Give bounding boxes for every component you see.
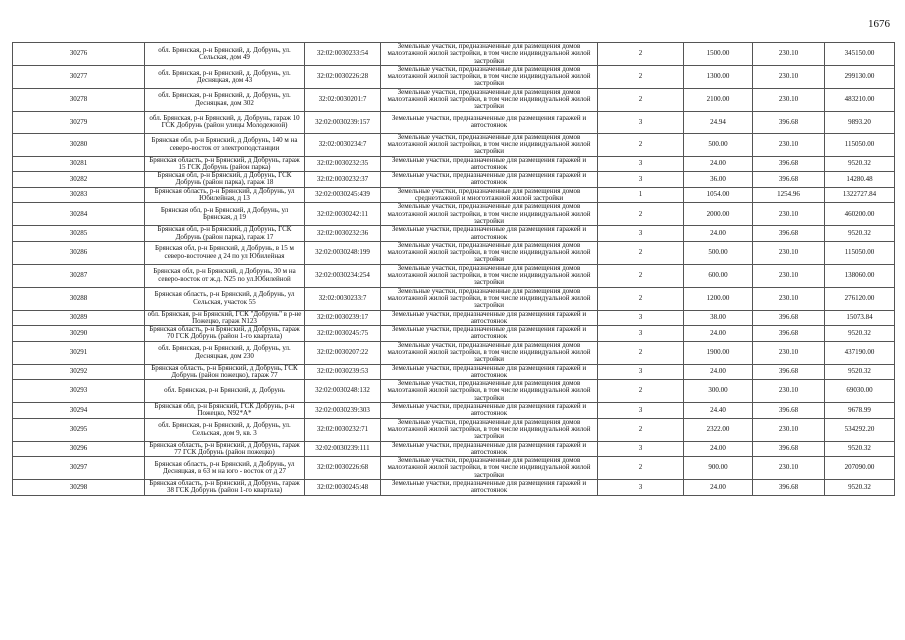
land-use-cell: Земельные участки, предназначенные для размещения домов малоэтажной жилой застройки, в том числе индивидуальной жилой застройки [381,264,598,287]
cadastral-value-cell: 9678.99 [825,403,895,419]
area-cell: 24.40 [684,403,753,419]
cadastral-number-cell: 32:02:0030201:7 [305,88,381,111]
table-row [13,172,895,188]
area-cell: 2000.00 [684,203,753,226]
cadastral-number-cell: 32:02:0030232:71 [305,418,381,441]
area-cell: 24.00 [684,156,753,172]
land-use-cell: Земельные участки, предназначенные для размещения гаражей и автостоянок [381,480,598,496]
table-row [13,480,895,496]
cadastral-value-table [12,42,895,496]
specific-value-cell: 230.10 [753,65,825,88]
group-cell: 2 [598,203,684,226]
group-cell: 2 [598,418,684,441]
cadastral-value-cell: 483210.00 [825,88,895,111]
cadastral-value-cell: 9520.32 [825,326,895,342]
cadastral-number-cell: 32:02:0030242:11 [305,203,381,226]
specific-value-cell: 230.10 [753,341,825,364]
row-number: 30283 [13,187,145,203]
group-cell: 3 [598,326,684,342]
row-number: 30295 [13,418,145,441]
cadastral-number-cell: 32:02:0030232:35 [305,156,381,172]
table-row [13,226,895,242]
table-body [13,43,895,496]
address-cell: Брянская область, р-н Брянский, д Добрунь, гараж 38 ГСК Добрунь (район 1-го квартала) [145,480,305,496]
address-cell: Брянская обл, р-н Брянский, д Добрунь, в 15 м северо-восточнее д 24 по ул Юбилейная [145,241,305,264]
land-use-cell: Земельные участки, предназначенные для размещения гаражей и автостоянок [381,326,598,342]
specific-value-cell: 396.68 [753,226,825,242]
row-number: 30297 [13,457,145,480]
area-cell: 600.00 [684,264,753,287]
cadastral-value-cell: 115050.00 [825,241,895,264]
area-cell: 1900.00 [684,341,753,364]
cadastral-value-cell: 9520.32 [825,226,895,242]
land-use-cell: Земельные участки, предназначенные для размещения домов малоэтажной жилой застройки, в том числе индивидуальной жилой застройки [381,418,598,441]
address-cell: обл. Брянская, р-н Брянский, д. Добрунь, ул. Десняцкая, дом 43 [145,65,305,88]
group-cell: 3 [598,480,684,496]
address-cell: Брянская обл, р-н Брянский, д Добрунь, ГСК Добрунь (район парка), гараж 17 [145,226,305,242]
specific-value-cell: 230.10 [753,241,825,264]
cadastral-value-cell: 207090.00 [825,457,895,480]
address-cell: Брянская обл, р-н Брянский, д Добрунь, ул Брянская, д 19 [145,203,305,226]
area-cell: 24.94 [684,111,753,133]
cadastral-number-cell: 32:02:0030233:54 [305,43,381,66]
area-cell: 500.00 [684,133,753,156]
area-cell: 36.00 [684,172,753,188]
land-use-cell: Земельные участки, предназначенные для размещения домов малоэтажной жилой застройки, в том числе индивидуальной жилой застройки [381,203,598,226]
area-cell: 300.00 [684,380,753,403]
area-cell: 1300.00 [684,65,753,88]
table-row [13,133,895,156]
cadastral-number-cell: 32:02:0030232:37 [305,172,381,188]
cadastral-number-cell: 32:02:0030239:17 [305,310,381,326]
specific-value-cell: 1254.96 [753,187,825,203]
specific-value-cell: 396.68 [753,403,825,419]
group-cell: 2 [598,287,684,310]
row-number: 30292 [13,364,145,380]
group-cell: 2 [598,341,684,364]
table-row [13,287,895,310]
row-number: 30293 [13,380,145,403]
land-use-cell: Земельные участки, предназначенные для размещения гаражей и автостоянок [381,441,598,457]
row-number: 30296 [13,441,145,457]
address-cell: Брянская обл, р-н Брянский, д Добрунь, 30 м на северо-восток от ж.д. N25 по ул.Юбилейной [145,264,305,287]
cadastral-value-cell: 138060.00 [825,264,895,287]
row-number: 30278 [13,88,145,111]
area-cell: 2322.00 [684,418,753,441]
cadastral-value-cell: 534292.20 [825,418,895,441]
table-row [13,341,895,364]
table-row [13,203,895,226]
specific-value-cell: 396.68 [753,480,825,496]
group-cell: 2 [598,241,684,264]
area-cell: 24.00 [684,441,753,457]
group-cell: 3 [598,441,684,457]
row-number: 30288 [13,287,145,310]
cadastral-number-cell: 32:02:0030245:439 [305,187,381,203]
table-row [13,403,895,419]
address-cell: обл. Брянская, р-н Брянский, д. Добрунь, ул. Десняцкая, дом 230 [145,341,305,364]
group-cell: 3 [598,111,684,133]
group-cell: 3 [598,403,684,419]
group-cell: 2 [598,380,684,403]
group-cell: 3 [598,226,684,242]
cadastral-value-cell: 9520.32 [825,480,895,496]
cadastral-value-cell: 69030.00 [825,380,895,403]
row-number: 30285 [13,226,145,242]
page-number: 1676 [868,18,890,30]
specific-value-cell: 396.68 [753,111,825,133]
area-cell: 24.00 [684,326,753,342]
land-use-cell: Земельные участки, предназначенные для размещения домов малоэтажной жилой застройки, в том числе индивидуальной жилой застройки [381,241,598,264]
cadastral-value-cell: 460200.00 [825,203,895,226]
land-use-cell: Земельные участки, предназначенные для размещения домов малоэтажной жилой застройки, в том числе индивидуальной жилой застройки [381,287,598,310]
table-row [13,111,895,133]
row-number: 30289 [13,310,145,326]
land-use-cell: Земельные участки, предназначенные для размещения домов малоэтажной жилой застройки, в том числе индивидуальной жилой застройки [381,88,598,111]
row-number: 30282 [13,172,145,188]
address-cell: обл. Брянская, р-н Брянский, д. Добрунь, гараж 10 ГСК Добрунь (район улицы Молодежной) [145,111,305,133]
cadastral-value-cell: 9520.32 [825,441,895,457]
cadastral-number-cell: 32:02:0030248:199 [305,241,381,264]
specific-value-cell: 396.68 [753,441,825,457]
group-cell: 1 [598,187,684,203]
cadastral-number-cell: 32:02:0030234:7 [305,133,381,156]
table-row [13,441,895,457]
cadastral-value-cell: 345150.00 [825,43,895,66]
specific-value-cell: 396.68 [753,156,825,172]
cadastral-number-cell: 32:02:0030248:132 [305,380,381,403]
land-use-cell: Земельные участки, предназначенные для размещения домов малоэтажной жилой застройки, в том числе индивидуальной жилой застройки [381,65,598,88]
group-cell: 2 [598,43,684,66]
table-row [13,380,895,403]
area-cell: 1054.00 [684,187,753,203]
row-number: 30290 [13,326,145,342]
specific-value-cell: 230.10 [753,380,825,403]
cadastral-number-cell: 32:02:0030239:53 [305,364,381,380]
group-cell: 3 [598,364,684,380]
address-cell: Брянская область, р-н Брянский, д Добрунь, гараж 15 ГСК Добрунь (район парка) [145,156,305,172]
specific-value-cell: 230.10 [753,43,825,66]
table-row [13,241,895,264]
cadastral-value-cell: 15073.84 [825,310,895,326]
cadastral-value-cell: 1322727.84 [825,187,895,203]
table-row [13,364,895,380]
table-row [13,264,895,287]
cadastral-number-cell: 32:02:0030232:36 [305,226,381,242]
area-cell: 24.00 [684,480,753,496]
row-number: 30291 [13,341,145,364]
land-use-cell: Земельные участки, предназначенные для размещения гаражей и автостоянок [381,364,598,380]
group-cell: 3 [598,310,684,326]
address-cell: Брянская область, р-н Брянский, д Добрунь, гараж 70 ГСК Добрунь (район 1-го квартала) [145,326,305,342]
cadastral-number-cell: 32:02:0030226:68 [305,457,381,480]
area-cell: 1200.00 [684,287,753,310]
address-cell: обл. Брянская, р-н Брянский, ГСК "Добрунь" в р-не Пожецко, гараж N123 [145,310,305,326]
table-row [13,88,895,111]
land-use-cell: Земельные участки, предназначенные для размещения домов малоэтажной жилой застройки, в том числе индивидуальной жилой застройки [381,133,598,156]
land-use-cell: Земельные участки, предназначенные для размещения домов малоэтажной жилой застройки, в том числе индивидуальной жилой застройки [381,43,598,66]
address-cell: Брянская область, р-н Брянский, д Добрунь, ул Юбилейная, д 13 [145,187,305,203]
land-use-cell: Земельные участки, предназначенные для размещения домов малоэтажной жилой застройки, в том числе индивидуальной жилой застройки [381,341,598,364]
cadastral-value-cell: 437190.00 [825,341,895,364]
table-row [13,187,895,203]
cadastral-number-cell: 32:02:0030226:28 [305,65,381,88]
area-cell: 1500.00 [684,43,753,66]
land-use-cell: Земельные участки, предназначенные для размещения гаражей и автостоянок [381,156,598,172]
cadastral-number-cell: 32:02:0030239:303 [305,403,381,419]
specific-value-cell: 230.10 [753,418,825,441]
cadastral-value-cell: 9520.32 [825,156,895,172]
row-number: 30284 [13,203,145,226]
address-cell: Брянская область, р-н Брянский, д Добрунь, ул Десняцкая, в 63 м на юго - восток от д 27 [145,457,305,480]
group-cell: 2 [598,133,684,156]
specific-value-cell: 230.10 [753,88,825,111]
group-cell: 2 [598,88,684,111]
cadastral-value-cell: 14280.48 [825,172,895,188]
address-cell: обл. Брянская, р-н Брянский, д. Добрунь, ул. Сельская, дом 49 [145,43,305,66]
address-cell: обл. Брянская, р-н Брянский, д. Добрунь [145,380,305,403]
row-number: 30276 [13,43,145,66]
cadastral-value-cell: 299130.00 [825,65,895,88]
row-number: 30281 [13,156,145,172]
row-number: 30286 [13,241,145,264]
cadastral-number-cell: 32:02:0030245:75 [305,326,381,342]
table-row [13,43,895,66]
address-cell: обл. Брянская, р-н Брянский, д. Добрунь, ул. Сельская, дом 9, кв. 3 [145,418,305,441]
cadastral-value-cell: 276120.00 [825,287,895,310]
specific-value-cell: 230.10 [753,264,825,287]
row-number: 30298 [13,480,145,496]
specific-value-cell: 230.10 [753,203,825,226]
cadastral-value-cell: 9893.20 [825,111,895,133]
land-use-cell: Земельные участки, предназначенные для размещения гаражей и автостоянок [381,111,598,133]
group-cell: 2 [598,264,684,287]
specific-value-cell: 396.68 [753,172,825,188]
group-cell: 2 [598,457,684,480]
address-cell: Брянская область, р-н Брянский, д Добрунь, гараж 77 ГСК Добрунь (район пожецко) [145,441,305,457]
row-number: 30294 [13,403,145,419]
specific-value-cell: 396.68 [753,310,825,326]
row-number: 30287 [13,264,145,287]
table-row [13,326,895,342]
cadastral-number-cell: 32:02:0030207:22 [305,341,381,364]
table-row [13,310,895,326]
row-number: 30279 [13,111,145,133]
address-cell: Брянская обл, р-н Брянский, д Добрунь, ГСК Добрунь (район парка), гараж 18 [145,172,305,188]
specific-value-cell: 396.68 [753,326,825,342]
cadastral-number-cell: 32:02:0030234:254 [305,264,381,287]
address-cell: обл. Брянская, р-н Брянский, д. Добрунь, ул. Десняцкая, дом 302 [145,88,305,111]
address-cell: Брянская обл, р-н Брянский, д Добрунь, 140 м на северо-восток от электроподстанции [145,133,305,156]
area-cell: 900.00 [684,457,753,480]
land-use-cell: Земельные участки, предназначенные для размещения домов малоэтажной жилой застройки, в том числе индивидуальной жилой застройки [381,380,598,403]
specific-value-cell: 230.10 [753,287,825,310]
table-row [13,156,895,172]
land-use-cell: Земельные участки, предназначенные для размещения домов малоэтажной жилой застройки, в том числе индивидуальной жилой застройки [381,457,598,480]
row-number: 30277 [13,65,145,88]
specific-value-cell: 230.10 [753,133,825,156]
specific-value-cell: 230.10 [753,457,825,480]
cadastral-value-cell: 115050.00 [825,133,895,156]
group-cell: 3 [598,156,684,172]
area-cell: 24.00 [684,226,753,242]
cadastral-number-cell: 32:02:0030239:111 [305,441,381,457]
specific-value-cell: 396.68 [753,364,825,380]
address-cell: Брянская область, р-н Брянский, д Добрунь, ГСК Добрунь (район пожецко), гараж 77 [145,364,305,380]
cadastral-number-cell: 32:02:0030245:48 [305,480,381,496]
table-row [13,418,895,441]
cadastral-number-cell: 32:02:0030239:157 [305,111,381,133]
area-cell: 2100.00 [684,88,753,111]
address-cell: Брянская область, р-н Брянский, д Добрунь, ул Сельская, участок 55 [145,287,305,310]
group-cell: 3 [598,172,684,188]
cadastral-number-cell: 32:02:0030233:7 [305,287,381,310]
table-row [13,457,895,480]
table-row [13,65,895,88]
address-cell: Брянская обл, р-н Брянский, ГСК Добрунь, р-н Пожецко, N92*А* [145,403,305,419]
land-use-cell: Земельные участки, предназначенные для размещения гаражей и автостоянок [381,310,598,326]
land-use-cell: Земельные участки, предназначенные для размещения гаражей и автостоянок [381,172,598,188]
cadastral-value-cell: 9520.32 [825,364,895,380]
land-use-cell: Земельные участки, предназначенные для размещения гаражей и автостоянок [381,403,598,419]
area-cell: 24.00 [684,364,753,380]
area-cell: 38.00 [684,310,753,326]
area-cell: 500.00 [684,241,753,264]
group-cell: 2 [598,65,684,88]
row-number: 30280 [13,133,145,156]
land-use-cell: Земельные участки, предназначенные для размещения домов среднеэтажной и многоэтажной жилой застройки [381,187,598,203]
land-use-cell: Земельные участки, предназначенные для размещения гаражей и автостоянок [381,226,598,242]
